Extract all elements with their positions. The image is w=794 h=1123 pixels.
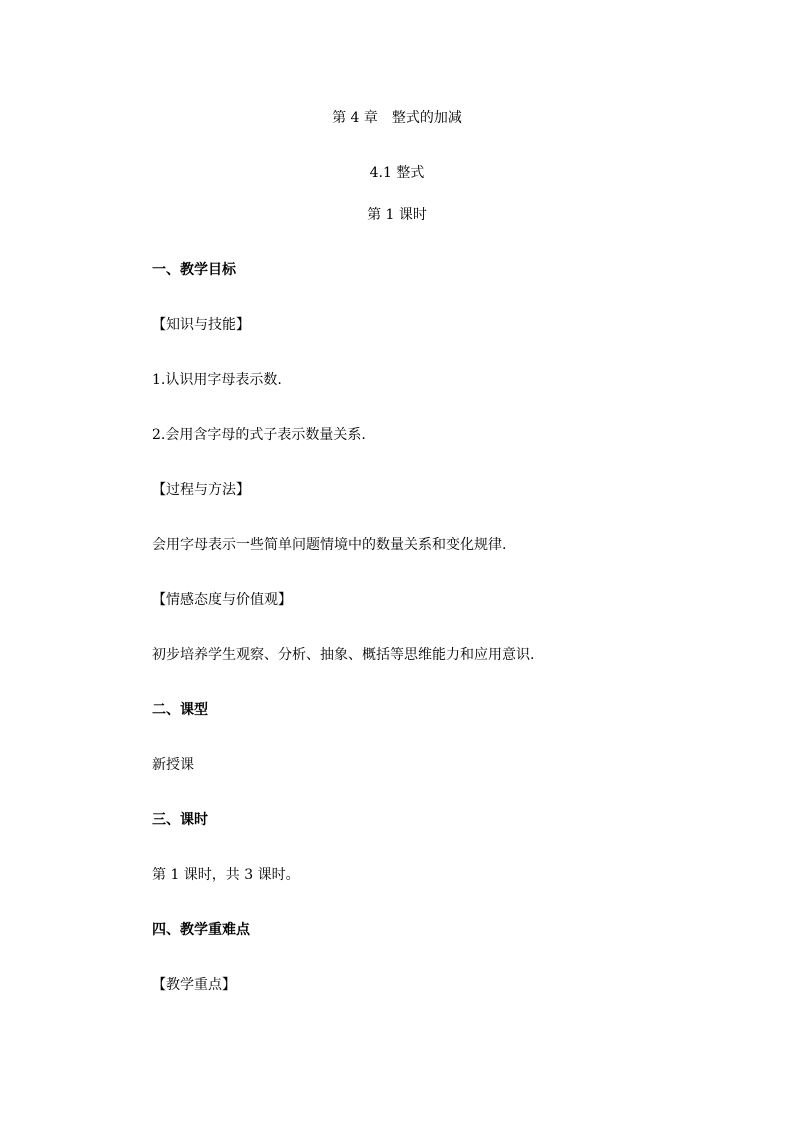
paragraph-class-hours: 第 1 课时，共 3 课时。 xyxy=(152,867,300,883)
subheading-process-method: 【过程与方法】 xyxy=(152,482,250,498)
subheading-knowledge-skills: 【知识与技能】 xyxy=(152,317,250,333)
section-heading-lesson-type: 二、课型 xyxy=(152,702,208,718)
paragraph-process-method: 会用字母表示一些简单问题情境中的数量关系和变化规律. xyxy=(152,537,507,553)
subheading-emotion-values: 【情感态度与价值观】 xyxy=(152,592,292,608)
paragraph-objective-1: 1.认识用字母表示数. xyxy=(152,372,282,388)
paragraph-lesson-type: 新授课 xyxy=(152,757,194,773)
subheading-teaching-focus: 【教学重点】 xyxy=(152,977,236,993)
section-heading-teaching-objectives: 一、教学目标 xyxy=(152,262,236,278)
section-title: 4.1 整式 xyxy=(369,165,425,181)
paragraph-objective-2: 2.会用含字母的式子表示数量关系. xyxy=(152,427,366,443)
chapter-title: 第 4 章 整式的加减 xyxy=(332,110,462,126)
section-heading-class-hours: 三、课时 xyxy=(152,812,208,828)
lesson-title: 第 1 课时 xyxy=(367,207,427,223)
paragraph-emotion-values: 初步培养学生观察、分析、抽象、概括等思维能力和应用意识. xyxy=(152,647,535,663)
section-heading-key-difficulties: 四、教学重难点 xyxy=(152,922,250,938)
